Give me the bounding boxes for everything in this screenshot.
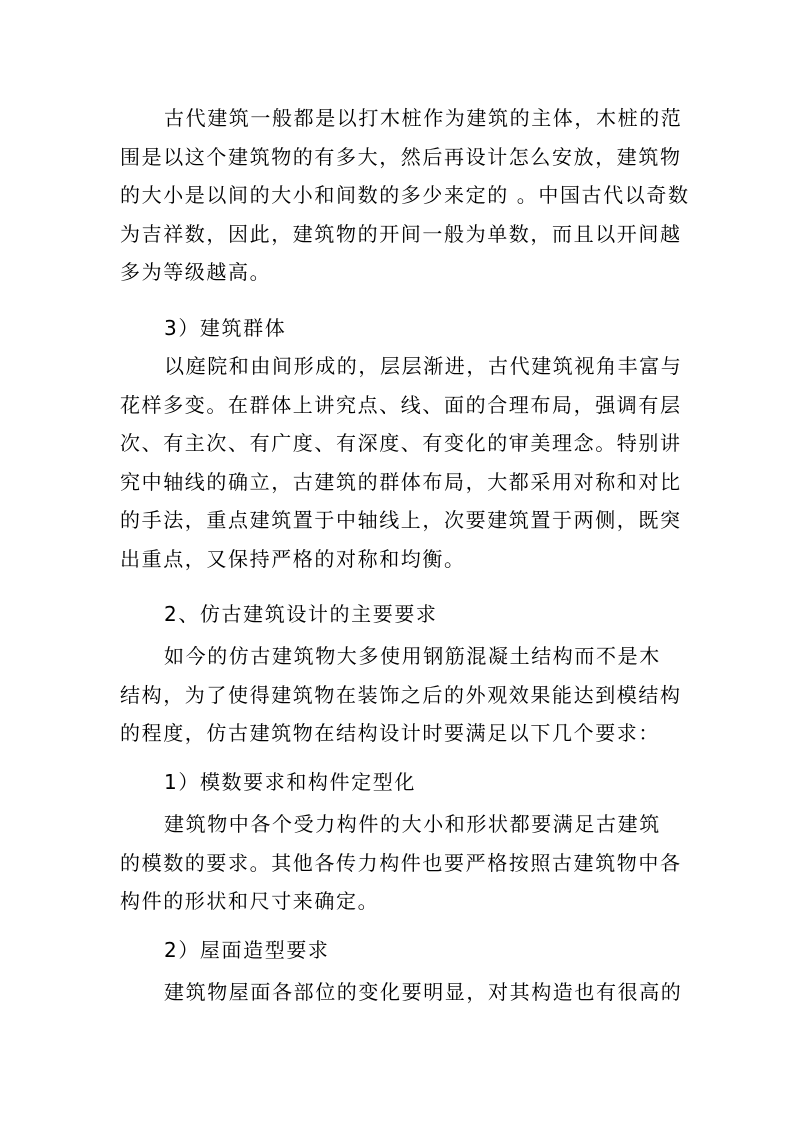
text-line: 花样多变。在群体上讲究点、线、面的合理布局，强调有层 xyxy=(120,392,682,417)
heading-modulus-requirements xyxy=(120,763,680,802)
section-heading: 1）模数要求和构件定型化 xyxy=(164,770,416,794)
text-line: 古代建筑一般都是以打木桩作为建筑的主体，木桩的范 xyxy=(164,106,683,130)
text-line: 构件的形状和尺寸来确定。 xyxy=(120,889,380,913)
paragraph-ancient-building-pile xyxy=(120,99,690,292)
heading-roof-requirements xyxy=(120,931,680,970)
heading-main-requirements xyxy=(120,595,680,634)
text-line: 建筑物屋面各部位的变化要明显，对其构造也有很高的 xyxy=(164,980,683,1004)
text-line: 如今的仿古建筑物大多使用钢筋混凝土结构而不是木 xyxy=(164,644,661,668)
text-line: 多为等级越高。 xyxy=(120,260,272,284)
text-line: 的模数的要求。其他各传力构件也要严格按照古建筑物中各 xyxy=(120,850,682,875)
text-line: 围是以这个建筑物的有多大，然后再设计怎么安放，建筑物 xyxy=(120,144,682,169)
heading-building-group xyxy=(120,309,680,348)
paragraph-main-requirements xyxy=(120,637,680,753)
text-line: 建筑物中各个受力构件的大小和形状都要满足古建筑 xyxy=(164,812,661,836)
text-line: 的程度，仿古建筑物在结构设计时要满足以下几个要求： xyxy=(120,721,660,745)
paragraph-roof-requirements xyxy=(120,973,683,1012)
section-heading: 2、仿古建筑设计的主要要求 xyxy=(164,602,438,626)
section-heading: 3）建筑群体 xyxy=(164,316,287,340)
text-line: 为吉祥数，因此，建筑物的开间一般为单数，而且以开间越 xyxy=(120,221,682,246)
text-line: 的大小是以间的大小和间数的多少来定的 。中国古代以奇数 xyxy=(120,183,690,207)
text-line: 的手法，重点建筑置于中轴线上，次要建筑置于两侧，既突 xyxy=(120,508,682,532)
text-line: 出重点，又保持严格的对称和均衡。 xyxy=(120,546,466,571)
paragraph-building-group xyxy=(120,347,683,578)
text-line: 次、有主次、有广度、有深度、有变化的审美理念。特别讲 xyxy=(120,431,682,455)
text-line: 究中轴线的确立，古建筑的群体布局，大都采用对称和对比 xyxy=(120,469,682,494)
paragraph-modulus-requirements xyxy=(120,805,680,921)
text-line: 以庭院和由间形成的，层层渐进，古代建筑视角丰富与 xyxy=(164,354,683,378)
text-line: 结构，为了使得建筑物在装饰之后的外观效果能达到模结构 xyxy=(120,682,682,707)
section-heading: 2）屋面造型要求 xyxy=(164,938,330,962)
